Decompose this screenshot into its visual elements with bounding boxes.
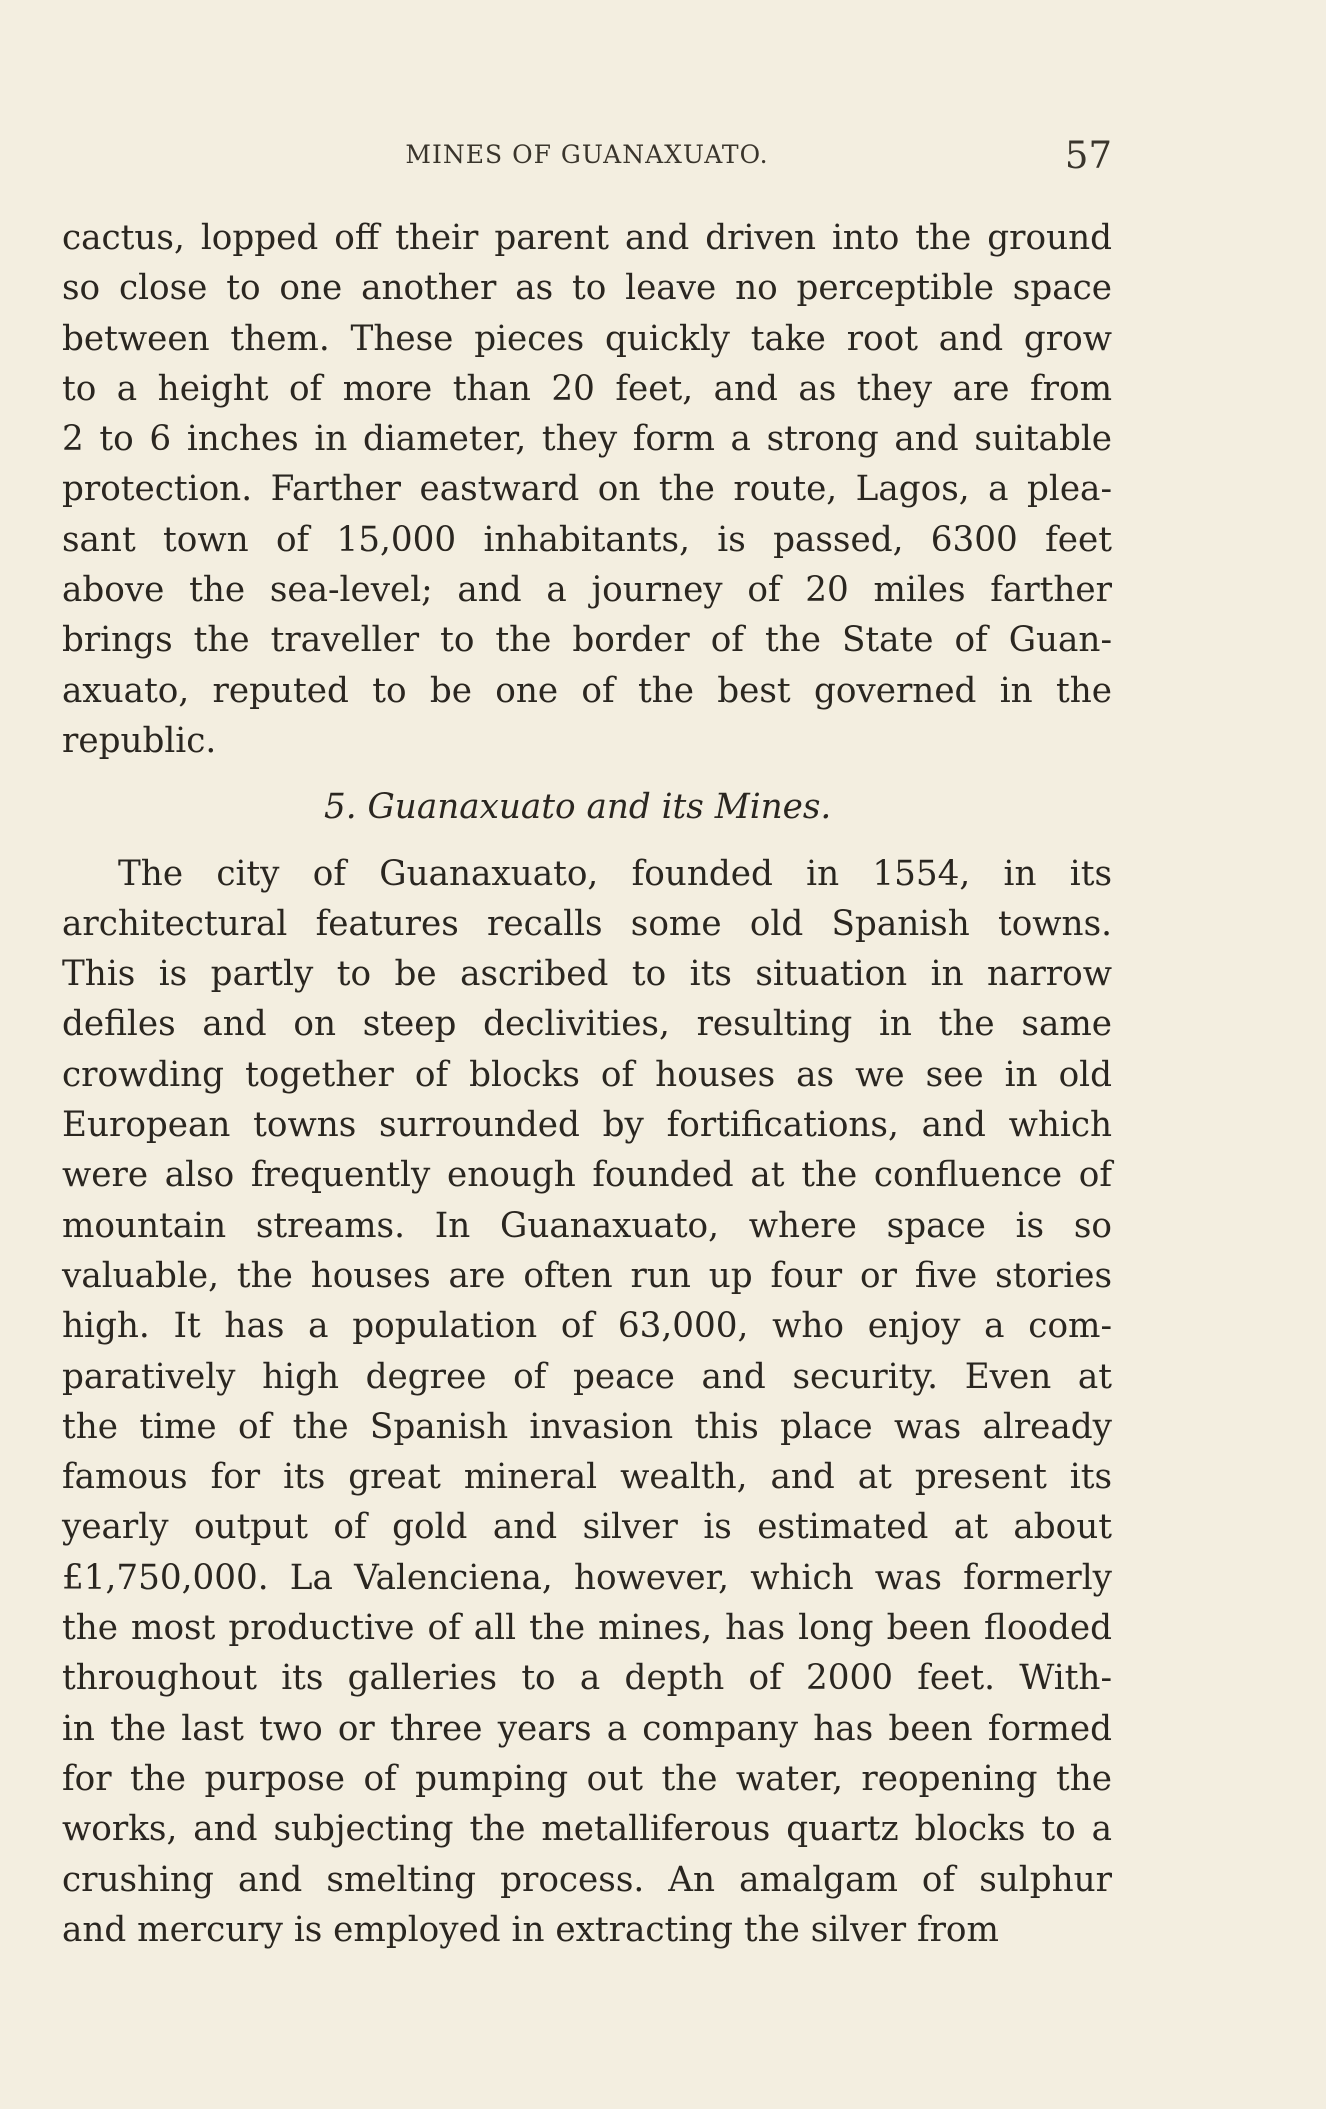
text-line: the time of the Spanish invasion this place was already bbox=[62, 1406, 1112, 1447]
text-line: 2 to 6 inches in diameter, they form a strong and suitable bbox=[62, 419, 1112, 460]
text-line: paratively high degree of peace and security. Even at bbox=[62, 1356, 1112, 1397]
text-line: This is partly to be ascribed to its situation in narrow bbox=[62, 954, 1112, 995]
text-line: protection. Farther eastward on the route, Lagos, a plea- bbox=[62, 469, 1112, 510]
text-line: mountain streams. In Guanaxuato, where space is so bbox=[62, 1205, 1112, 1246]
running-head bbox=[62, 134, 1112, 180]
text-line: brings the traveller to the border of the State of Guan- bbox=[62, 620, 1112, 661]
body-text bbox=[62, 213, 1112, 1955]
text-line: throughout its galleries to a depth of 2000 feet. With- bbox=[62, 1658, 1112, 1699]
text-line: European towns surrounded by fortifications, and which bbox=[62, 1105, 1112, 1146]
paragraph-1 bbox=[62, 213, 1112, 766]
text-line: republic. bbox=[62, 720, 217, 761]
page-number: 57 bbox=[1064, 134, 1112, 177]
running-title: MINES OF GUANAXUATO. bbox=[405, 140, 769, 169]
text-line: the most productive of all the mines, has long been flooded bbox=[62, 1608, 1112, 1649]
text-line: The city of Guanaxuato, founded in 1554, in its bbox=[118, 853, 1112, 894]
text-line: crushing and smelting process. An amalgam of sulphur bbox=[62, 1859, 1112, 1900]
text-line: to a height of more than 20 feet, and as they are from bbox=[62, 368, 1112, 409]
text-line: axuato, reputed to be one of the best governed in the bbox=[62, 670, 1112, 711]
text-line: above the sea-level; and a journey of 20 miles farther bbox=[62, 570, 1112, 611]
text-line: were also frequently enough founded at the confluence of bbox=[62, 1155, 1112, 1196]
text-line: valuable, the houses are often run up four or five stories bbox=[62, 1255, 1112, 1296]
text-line: £1,750,000. La Valenciena, however, which was formerly bbox=[62, 1557, 1112, 1598]
text-line: in the last two or three years a company has been formed bbox=[62, 1708, 1112, 1749]
text-line: defiles and on steep declivities, resulting in the same bbox=[62, 1004, 1112, 1045]
text-line: high. It has a population of 63,000, who enjoy a com- bbox=[62, 1306, 1112, 1347]
text-line: architectural features recalls some old Spanish towns. bbox=[62, 903, 1112, 944]
text-line: cactus, lopped off their parent and driven into the ground bbox=[62, 218, 1112, 258]
text-line: works, and subjecting the metalliferous quartz blocks to a bbox=[62, 1809, 1112, 1850]
text-line: between them. These pieces quickly take root and grow bbox=[62, 318, 1112, 359]
text-line: for the purpose of pumping out the water, reopening the bbox=[62, 1758, 1112, 1799]
text-line: yearly output of gold and silver is estimated at about bbox=[62, 1507, 1112, 1548]
paragraph-2 bbox=[62, 849, 1112, 1956]
text-line: crowding together of blocks of houses as we see in old bbox=[62, 1054, 1112, 1095]
text-line: and mercury is employed in extracting the silver from bbox=[62, 1909, 999, 1950]
text-line: sant town of 15,000 inhabitants, is passed, 6300 feet bbox=[62, 519, 1112, 560]
text-line: famous for its great mineral wealth, and at present its bbox=[62, 1457, 1112, 1498]
section-heading: 5. Guanaxuato and its Mines. bbox=[324, 787, 832, 828]
text-line: so close to one another as to leave no perceptible space bbox=[62, 268, 1112, 309]
